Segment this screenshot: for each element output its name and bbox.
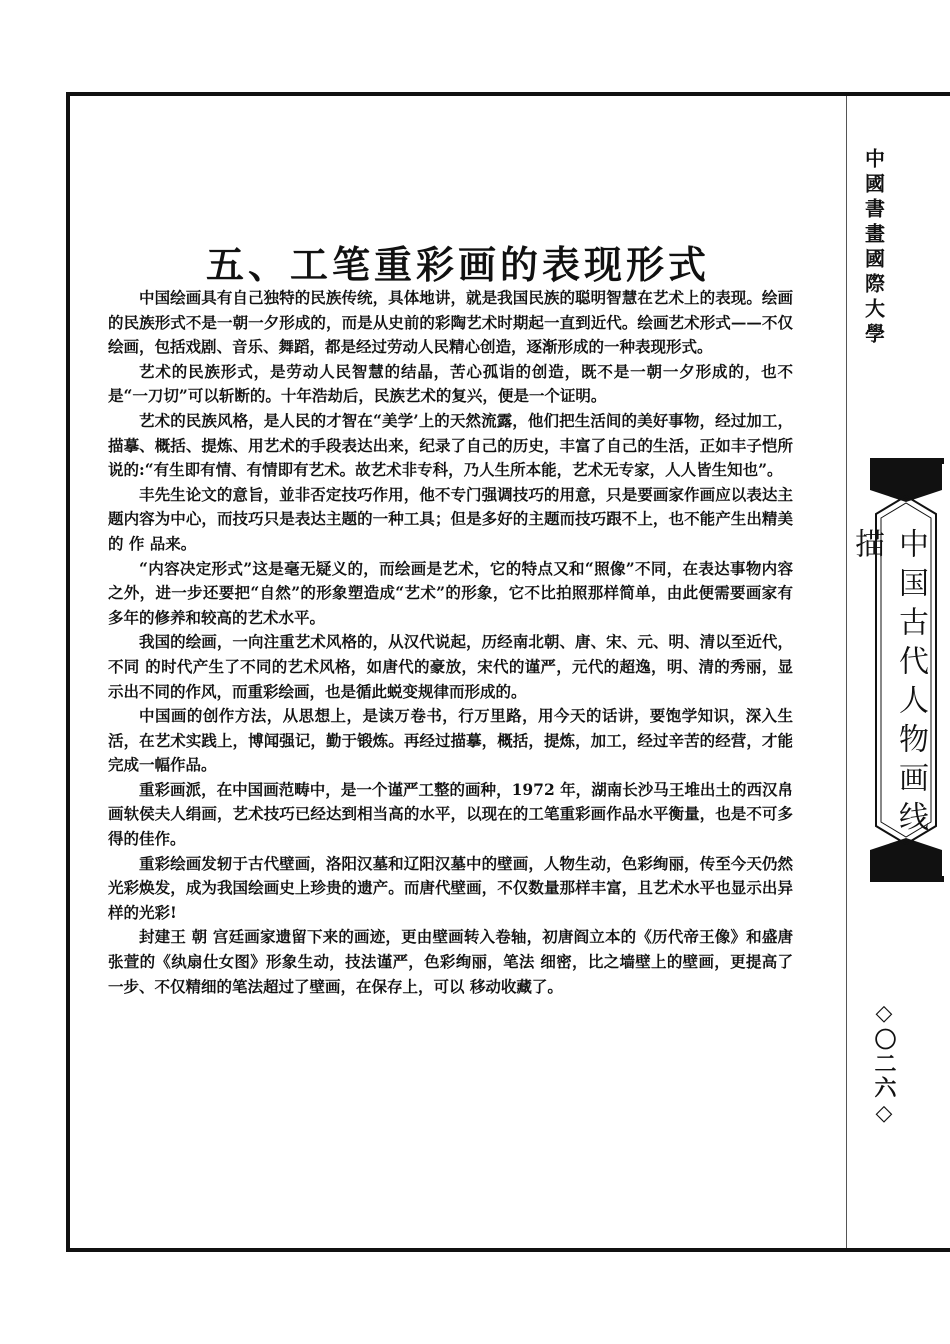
page-frame-bottom [66,1248,950,1252]
paragraph: 中国绘画具有自己独特的民族传统，具体地讲，就是我国民族的聪明智慧在艺术上的表现。绘画的民族形式不是一朝一夕形成的，而是从史前的彩陶艺术时期起一直到近代。绘画艺术形式——不仅绘画，包括戏剧、音乐、舞蹈，都是经过劳动人民精心创造，逐渐形成的一种表现形式。 [108,288,793,357]
paragraph: 我国的绘画，一向注重艺术风格的，从汉代说起，历经南北朝、唐、宋、元、明、清以至近代， 不同 的时代产生了不同的艺术风格，如唐代的豪放，宋代的谨严，元代的超逸，明、清的秀丽，显示出不同的作风，而重彩绘画，也是循此蜕变规律而形成的。 [108,632,793,701]
paragraph: 艺术的民族风格，是人民的才智在“美学’上的天然流露，他们把生活间的美好事物，经过加工，描摹、概括、提炼、用艺术的手段表达出来，纪录了自己的历史，丰富了自己的生活，正如丰子恺所说的:“有生即有情、有情即有艺术。故艺术非专科，乃人生所本能，艺术无专家，人人皆生知也”。 [108,410,793,480]
paragraph: 封建王 朝 宫廷画家遗留下来的画迹，更由壁画转入卷轴，初唐阎立本的《历代帝王像》和盛唐张萱的《纨扇仕女图》形象生动，技法谨严，色彩绚丽，笔法 细密，比之墙壁上的壁画，更提高了一步、不仅精细的笔法超过了壁画，在保存上，可以 移动收藏了。 [108,927,793,996]
paragraph: 中国画的创作方法，从思想上，是读万卷书，行万里路，用今天的话讲，要饱学知识，深入生活，在艺术实践上，博闻强记，勤于锻炼。再经过描摹，概括，提炼，加工，经过辛苦的经营，才能完成一幅作品。 [108,706,793,775]
page-number: ◇〇二六◇ [871,1000,897,1128]
book-title-cartouche [849,464,950,876]
title-band-bottom [870,876,944,882]
section-title: 五、工笔重彩画的表现形式 [205,242,710,288]
publisher-label: 中國書畫國際大學 [861,148,886,348]
body-text [108,286,793,999]
page-frame-top [66,92,950,96]
paragraph: 重彩绘画发轫于古代壁画，洛阳汉墓和辽阳汉墓中的壁画，人物生动，色彩绚丽，传至今天仍然光彩焕发，成为我国绘画史上珍贵的遗产。而唐代壁画，不仅数量那样丰富，且艺术水平也显示出异样的光彩! [108,853,793,922]
paragraph: “内容决定形式”这是毫无疑义的，而绘画是艺术，它的特点又和“照像”不同，在表达事物内容之外，进一步还要把“自然”的形象塑造成“艺术”的形象，它不比拍照那样简单，由此便需要画家有多年的修养和较高的艺术水平。 [108,558,793,627]
paragraph: 重彩画派，在中国画范畴中，是一个谨严工整的画种，1972 年，湖南长沙马王堆出土的西汉帛画轪侯夫人绢画，艺术技巧已经达到相当高的水平，以现在的工笔重彩画作品水平衡量，也是不可多得的佳作。 [108,779,793,849]
paragraph: 丰先生论文的意旨，並非否定技巧作用，他不专门强调技巧的用意，只是要画家作画应以表达主题内容为中心，而技巧只是表达主题的一种工具；但是多好的主题而技巧跟不上，也不能产生出精美 的 作 品来。 [108,484,793,553]
paragraph: 艺术的民族形式，是劳动人民智慧的结晶，苦心孤诣的创造，既不是一朝一夕形成的，也不是“一刀切”可以斩断的。十年浩劫后，民族艺术的复兴，便是一个证明。 [108,361,793,406]
book-title: 中国古代人物画线描 [849,528,928,840]
